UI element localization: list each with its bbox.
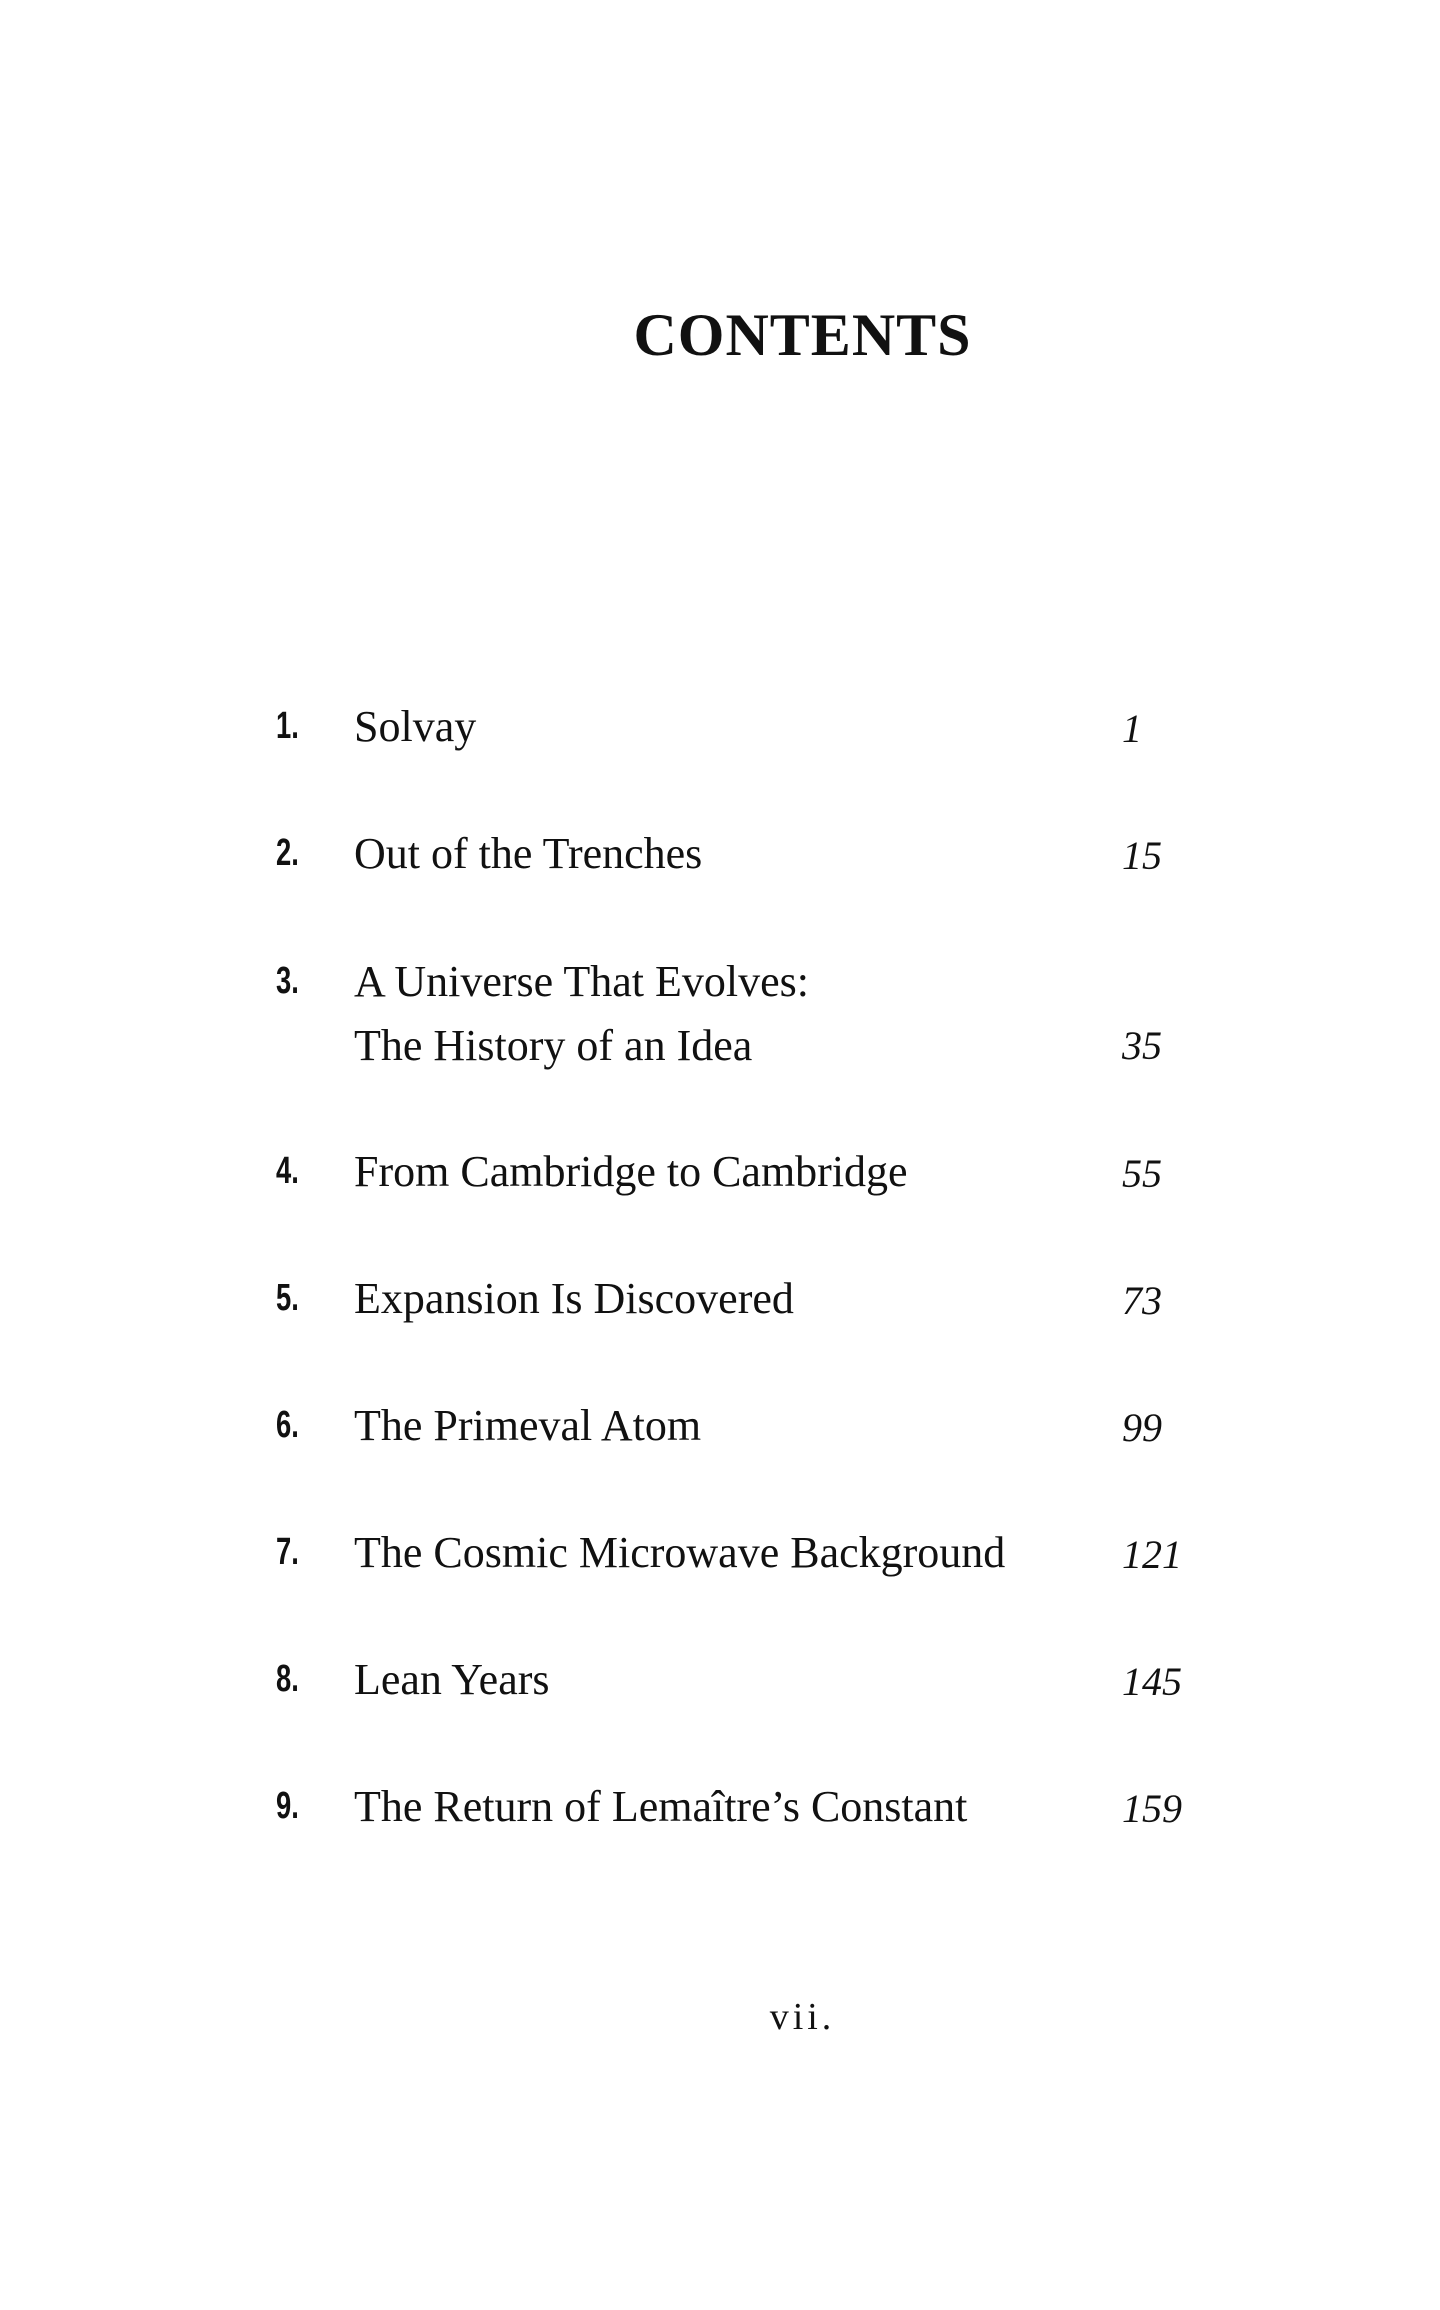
chapter-title-line: The Return of Lemaître’s Constant [354,1782,968,1831]
chapter-title-line: A Universe That Evolves: [354,957,809,1006]
chapter-page-number: 55 [1122,1151,1162,1196]
chapter-number: 3. [276,960,299,1002]
chapter-number: 7. [276,1531,299,1573]
chapter-title [354,950,809,1078]
chapter-title [354,1140,908,1204]
chapter-page-number: 73 [1122,1278,1162,1323]
chapter-title-line: From Cambridge to Cambridge [354,1147,908,1196]
page-title: CONTENTS [633,302,972,368]
page-folio: vii. [769,1996,836,2038]
chapter-title-line: The Cosmic Microwave Background [354,1528,1006,1577]
chapter-title-line: The History of an Idea [354,1021,753,1070]
chapter-page-number: 35 [1122,1023,1162,1068]
chapter-number: 5. [276,1277,299,1319]
chapter-title [354,1267,794,1331]
chapter-title-line: Solvay [354,702,477,751]
chapter-page-number: 159 [1122,1786,1182,1831]
chapter-page-number: 121 [1122,1532,1182,1577]
chapter-page-number: 99 [1122,1405,1162,1450]
chapter-title-line: Out of the Trenches [354,829,703,878]
chapter-title-line: Expansion Is Discovered [354,1274,794,1323]
chapter-number: 9. [276,1785,299,1827]
chapter-title-line: Lean Years [354,1655,550,1704]
chapter-page-number: 15 [1122,833,1162,878]
chapter-number: 1. [276,705,299,747]
chapter-number: 6. [276,1404,299,1446]
chapter-title [354,822,702,886]
chapter-number: 2. [276,832,299,874]
chapter-page-number: 145 [1122,1659,1182,1704]
chapter-title [354,695,476,759]
chapter-number: 4. [276,1150,299,1192]
chapter-page-number: 1 [1122,706,1142,751]
chapter-title [354,1394,701,1458]
chapter-title [354,1648,550,1712]
chapter-number: 8. [276,1658,299,1700]
chapter-title-line: The Primeval Atom [354,1401,702,1450]
chapter-title [354,1775,967,1839]
chapter-title [354,1521,1005,1585]
